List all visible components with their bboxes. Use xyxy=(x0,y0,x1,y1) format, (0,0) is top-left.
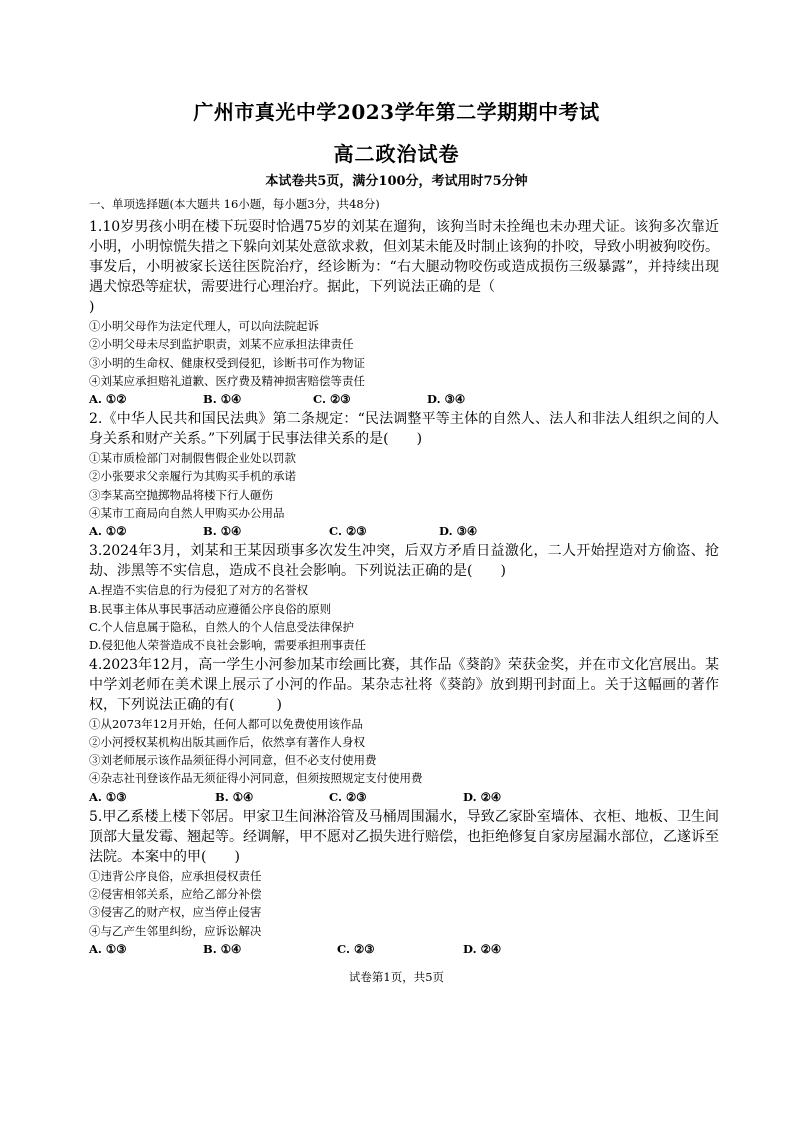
option-item: ③小明的生命权、健康权受到侵犯，诊断书可作为物证 xyxy=(89,355,365,370)
option-item: C.个人信息属于隐私，自然人的个人信息受法律保护 xyxy=(89,619,355,634)
answer-choices xyxy=(89,940,719,959)
question-stem-tail: ) xyxy=(89,299,95,315)
option-item: ④刘某应承担赔礼道歉、医疗费及精神损害赔偿等责任 xyxy=(89,373,365,388)
option-item: ①违背公序良俗，应承担侵权责任 xyxy=(89,868,262,883)
option-item: ②小河授权某机构出版其画作后，依然享有著作人身权 xyxy=(89,734,365,749)
option-item: ③李某高空抛掷物品将楼下行人砸伤 xyxy=(89,487,273,502)
option-item: ④与乙产生邻里纠纷，应诉讼解决 xyxy=(89,923,262,938)
option-item: ④某市工商局向自然人甲购买办公用品 xyxy=(89,506,285,521)
choice-c: C. ②③ xyxy=(337,941,375,956)
option-item: ②小张要求父亲履行为其购买手机的承诺 xyxy=(89,469,296,484)
answer-choices xyxy=(89,788,719,807)
section-heading: 一、单项选择题(本大题共 16小题，每小题3分，共48分) xyxy=(89,197,380,211)
question-stem: 5.甲乙系楼上楼下邻居。甲家卫生间淋浴管及马桶周围漏水，导致乙家卧室墙体、衣柜、地板、卫生间顶部大量发霉、翘起等。经调解，甲不愿对乙损失进行赔偿，也拒绝修复自家房屋漏水部位，乙遂诉至法院。本案中的甲( ) xyxy=(89,808,719,865)
choice-b: B. ①④ xyxy=(203,941,242,956)
school-exam-title: 广州市真光中学2023学年第二学期期中考试 xyxy=(193,100,600,124)
option-item: D.侵犯他人荣誉造成不良社会影响，需要承担刑事责任 xyxy=(89,638,366,653)
choice-c: C. ②③ xyxy=(329,524,367,539)
option-item: ③侵害乙的财产权，应当停止侵害 xyxy=(89,905,262,920)
subject-title: 高二政治试卷 xyxy=(333,142,460,166)
choice-a: A. ①② xyxy=(89,524,127,539)
choice-a: A. ①③ xyxy=(89,941,127,956)
question-5 xyxy=(89,807,719,959)
option-item: ③刘老师展示该作品须征得小河同意，但不必支付使用费 xyxy=(89,753,377,768)
question-1 xyxy=(89,217,719,409)
question-3 xyxy=(89,541,719,654)
option-item: B.民事主体从事民事活动应遵循公序良俗的原则 xyxy=(89,601,332,616)
choice-c: C. ②③ xyxy=(313,392,351,407)
question-stem: 3.2024年3月，刘某和王某因琐事多次发生冲突，后双方矛盾日益激化，二人开始捏造对方偷盗、抢劫、涉黑等不实信息，造成不良社会影响。下列说法正确的是( ) xyxy=(89,543,719,580)
choice-d: D. ②④ xyxy=(463,789,502,804)
option-list xyxy=(89,715,719,788)
choice-a: A. ①② xyxy=(89,392,127,407)
choice-d: D. ③④ xyxy=(427,392,466,407)
choice-a: A. ①③ xyxy=(89,789,127,804)
option-item: ①小明父母作为法定代理人，可以向法院起诉 xyxy=(89,319,319,333)
option-item: A.捏造不实信息的行为侵犯了对方的名誉权 xyxy=(89,583,308,598)
question-list xyxy=(89,217,719,959)
choice-c: C. ②③ xyxy=(329,789,367,804)
question-2 xyxy=(89,409,719,541)
page-footer: 试卷第1页，共5页 xyxy=(348,970,445,984)
choice-d: D. ③④ xyxy=(439,524,478,539)
answer-choices xyxy=(89,522,719,541)
question-stem: 2.《中华人民共和国民法典》第二条规定：“民法调整平等主体的自然人、法人和非法人组织之间的人身关系和财产关系。”下列属于民事法律关系的是( ) xyxy=(89,411,719,448)
option-item: ④杂志社刊登该作品无须征得小河同意，但须按照规定支付使用费 xyxy=(89,771,423,786)
exam-info: 本试卷共5页，满分100分，考试用时75分钟 xyxy=(265,174,528,189)
option-item: ②侵害相邻关系，应给乙部分补偿 xyxy=(89,887,262,902)
answer-choices xyxy=(89,390,719,409)
question-stem: 4.2023年12月，高一学生小河参加某市绘画比赛，其作品《葵韵》荣获金奖，并在市文化宫展出。某中学刘老师在美术课上展示了小河的作品。某杂志社将《葵韵》放到期刊封面上。关于这幅画的著作权，下列说法正确的有( ) xyxy=(89,656,719,713)
option-list xyxy=(89,867,719,940)
option-item: ①某市质检部门对制假售假企业处以罚款 xyxy=(89,451,296,466)
choice-b: B. ①④ xyxy=(215,789,254,804)
question-stem-text: 1.10岁男孩小明在楼下玩耍时恰遇75岁的刘某在遛狗，该狗当时未拴绳也未办理犬证。该狗多次靠近小明，小明惊慌失措之下躲向刘某处意欲求救，但刘某未能及时制止该狗的扑咬，导致小明被狗咬伤。事发后，小明被家长送往医院治疗，经诊断为：“右大腿动物咬伤或造成损伤三级暴露”，并持续出现遇犬惊恐等症状，需要进行心理治疗。据此，下列说法正确的是（ xyxy=(89,219,719,295)
option-list xyxy=(89,317,719,390)
question-4 xyxy=(89,655,719,807)
option-list xyxy=(89,581,719,654)
choice-d: D. ②④ xyxy=(463,941,502,956)
choice-b: B. ①④ xyxy=(203,524,242,539)
option-item: ①从2073年12月开始，任何人都可以免费使用该作品 xyxy=(89,716,363,731)
question-stem xyxy=(89,217,719,317)
option-item: ②小明父母未尽到监护职责，刘某不应承担法律责任 xyxy=(89,337,354,352)
choice-b: B. ①④ xyxy=(203,392,242,407)
option-list xyxy=(89,449,719,522)
